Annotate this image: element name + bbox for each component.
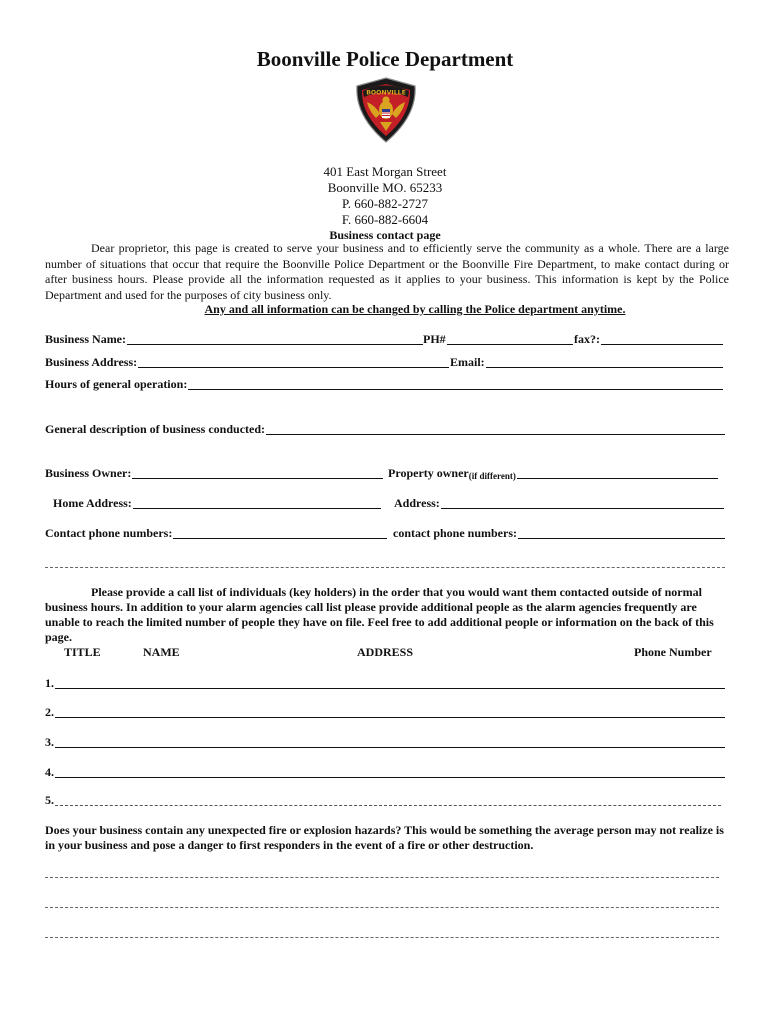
badge-text: BOONVILLE: [366, 89, 406, 97]
phone-line[interactable]: [447, 332, 573, 345]
phone-label: PH#: [423, 332, 446, 346]
business-name-label: Business Name:: [45, 332, 127, 346]
contact-phone-line[interactable]: [173, 526, 387, 539]
owner-contact-phone-label: contact phone numbers:: [393, 526, 518, 540]
business-address-line[interactable]: [138, 355, 449, 368]
business-owner-field[interactable]: [45, 466, 383, 481]
intro-text: Dear proprietor, this page is created to serve your business and to efficiently serve the community as a whole. There are a large number of situations that occur that require the Boonville Police Department or the Boonville Fire Department, to make contact during or after business hours. Please provide all the information requested as it applies to your business. This information is kept by the Police Department and used for the purposes of city business only.: [45, 241, 729, 302]
hours-label: Hours of general operation:: [45, 377, 188, 391]
home-address-label: Home Address:: [53, 496, 132, 510]
hours-field[interactable]: [45, 377, 723, 392]
home-address-field[interactable]: [53, 496, 381, 511]
column-phone-number: Phone Number: [634, 645, 712, 659]
property-owner-note: (if different): [468, 471, 516, 481]
owner-address-line[interactable]: [441, 496, 724, 509]
contact-phone-label: Contact phone numbers:: [45, 526, 173, 540]
email-label: Email:: [450, 355, 485, 369]
fax-line[interactable]: [601, 332, 723, 345]
address-line-city: Boonville MO. 65233: [327, 180, 443, 195]
call-list-row-4[interactable]: [45, 765, 725, 780]
call-list-instructions: [45, 585, 725, 645]
column-name: NAME: [143, 645, 180, 659]
call-list-text: Please provide a call list of individuals (key holders) in the order that you would want them contacted outside of normal business hours. In addition to your alarm agencies call list please provide additional people as the alarm agencies frequently are unable to reach the limited number of people they have on file. Feel free to add additional people or information on the back of this page.: [45, 585, 714, 644]
email-line[interactable]: [486, 355, 723, 368]
business-address-label: Business Address:: [45, 355, 138, 369]
business-owner-label: Business Owner:: [45, 466, 132, 480]
description-label: General description of business conducted:: [45, 422, 266, 436]
row-number: 2.: [45, 705, 54, 719]
row-number: 3.: [45, 735, 54, 749]
row-line[interactable]: [55, 765, 725, 778]
fax-field[interactable]: [574, 332, 723, 347]
fax-label: fax?:: [574, 332, 600, 346]
row-line[interactable]: [55, 735, 725, 748]
property-owner-label: Property owner: [388, 466, 469, 480]
call-list-row-5[interactable]: [45, 793, 721, 808]
phone-field[interactable]: [423, 332, 573, 347]
property-owner-field[interactable]: [388, 466, 718, 481]
row-number: 5.: [45, 793, 54, 807]
business-name-line[interactable]: [127, 332, 423, 345]
police-badge-logo: [353, 76, 419, 144]
page-title: Boonville Police Department: [256, 47, 514, 71]
home-address-line[interactable]: [133, 496, 381, 509]
owner-address-field[interactable]: [394, 496, 724, 511]
row-line[interactable]: [55, 793, 721, 806]
row-line[interactable]: [55, 676, 725, 689]
intro-paragraph: [45, 241, 729, 303]
column-title: TITLE: [64, 645, 101, 659]
call-list-row-1[interactable]: [45, 676, 725, 691]
row-line[interactable]: [55, 705, 725, 718]
business-owner-line[interactable]: [132, 466, 383, 479]
column-address: ADDRESS: [357, 645, 414, 659]
hazards-answer-line-1[interactable]: [45, 877, 719, 878]
hazards-question: Does your business contain any unexpected fire or explosion hazards? This would be something the average person may not realize is in your business and pose a danger to first responders in the event of a fire or other destruction.: [45, 823, 724, 852]
call-list-row-2[interactable]: [45, 705, 725, 720]
address-line-street: 401 East Morgan Street: [323, 164, 447, 179]
row-number: 4.: [45, 765, 54, 779]
row-number: 1.: [45, 676, 54, 690]
business-name-field[interactable]: [45, 332, 423, 347]
property-owner-line[interactable]: [517, 466, 718, 479]
page-subtitle: Business contact page: [329, 228, 441, 242]
section-divider: [45, 567, 725, 568]
notice-text: Any and all information can be changed by calling the Police department anytime.: [204, 302, 626, 316]
description-line[interactable]: [266, 422, 725, 435]
hazards-answer-line-3[interactable]: [45, 937, 719, 938]
address-line-phone: P. 660-882-2727: [342, 196, 428, 211]
address-line-fax: F. 660-882-6604: [341, 212, 429, 227]
owner-address-label: Address:: [394, 496, 440, 510]
email-field[interactable]: [450, 355, 723, 370]
call-list-row-3[interactable]: [45, 735, 725, 750]
hours-line[interactable]: [188, 377, 723, 390]
owner-contact-phone-field[interactable]: [393, 526, 725, 541]
contact-phone-field[interactable]: [45, 526, 387, 541]
description-field[interactable]: [45, 422, 725, 437]
business-address-field[interactable]: [45, 355, 449, 370]
owner-contact-phone-line[interactable]: [518, 526, 725, 539]
hazards-answer-line-2[interactable]: [45, 907, 719, 908]
